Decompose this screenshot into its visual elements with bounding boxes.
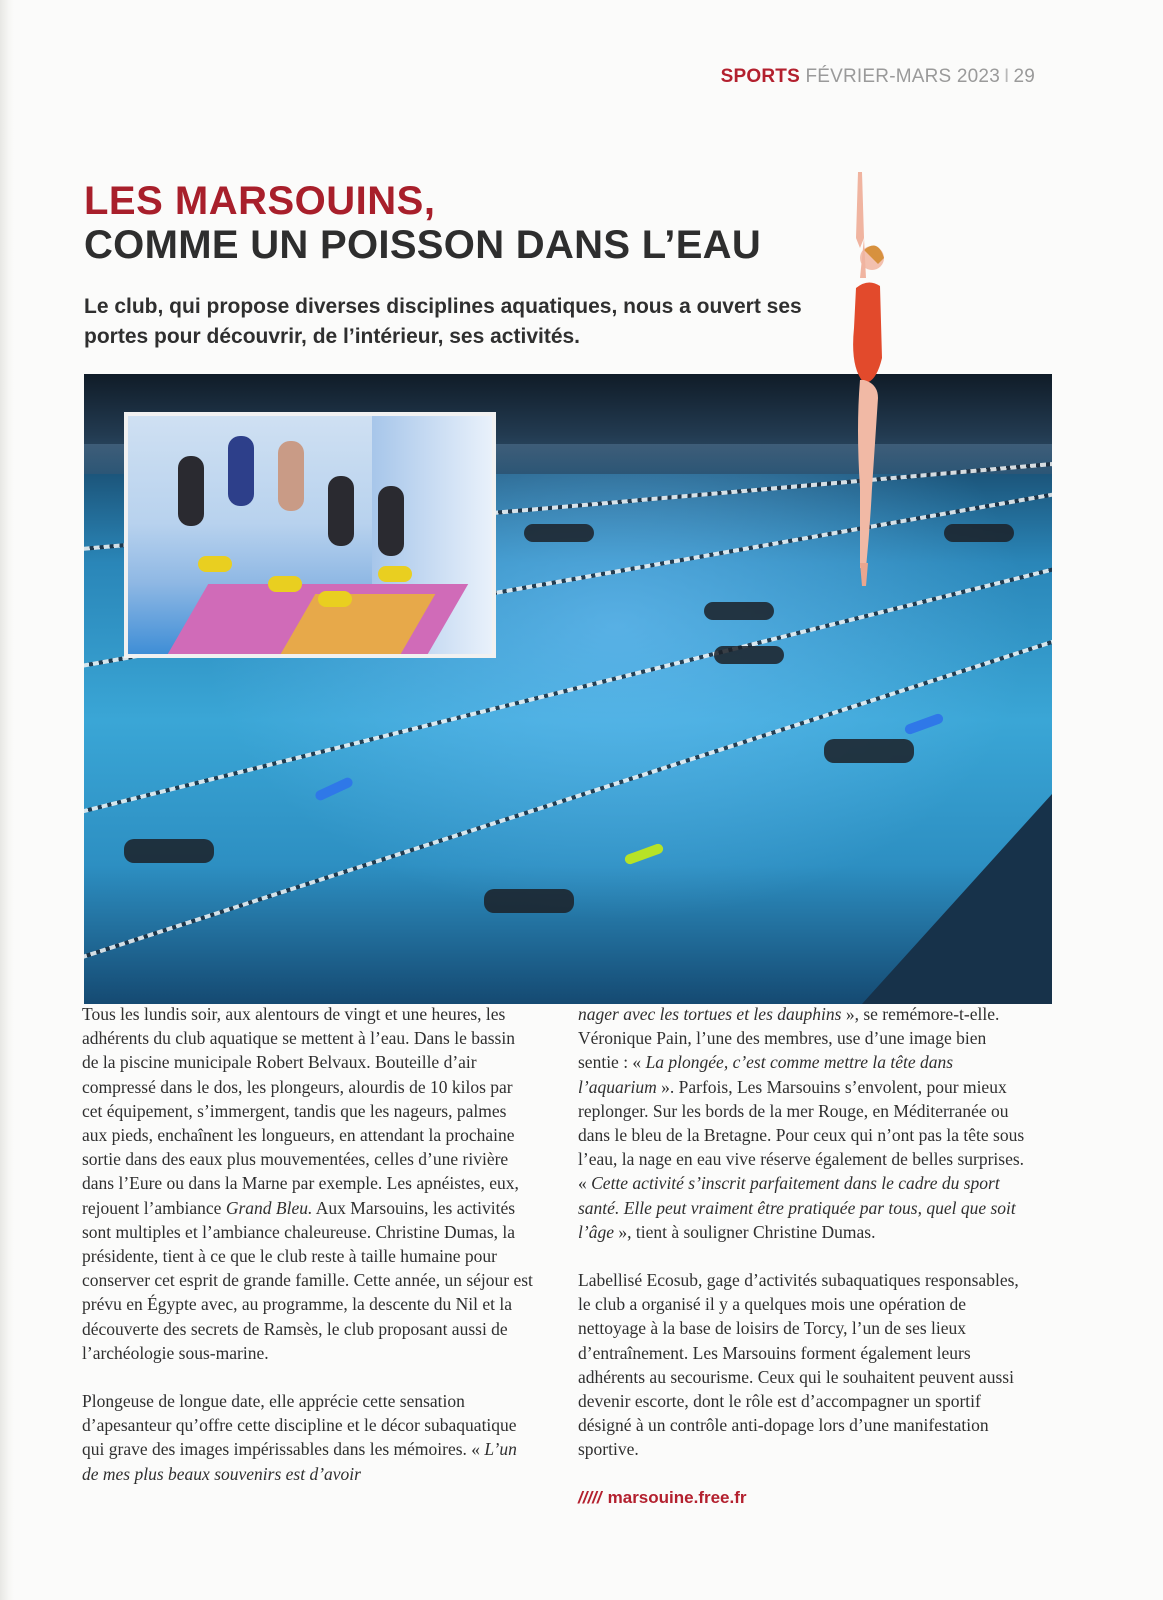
inset-tank bbox=[378, 566, 412, 582]
swimmer bbox=[944, 524, 1014, 542]
paragraph-text: Plongeuse de longue date, elle apprécie cette sensation d’apesanteur qu’offre cette discipline et le décor subaquatique qui grave des images impérissables dans les mémoires. « bbox=[82, 1391, 517, 1460]
paragraph-text: Aux Marsouins, les activités sont multiples et l’ambiance chaleureuse. Christine Dumas, la présidente, tient à ce que le club reste à taille humaine pour conserver cet esprit de grande famille. Cette année, un séjour est prévu en Égypte avec, au programme, la descente du Nil et la découverte des secrets de Ramsès, le club proposant aussi de l’archéologie sous-marine. bbox=[82, 1197, 533, 1363]
inset-diver bbox=[178, 456, 204, 526]
page-number: 29 bbox=[1013, 66, 1035, 87]
italic-text: Grand Bleu. bbox=[225, 1197, 313, 1218]
italic-text: L’un de mes plus beaux souvenirs est d’avoir bbox=[82, 1439, 517, 1484]
paragraph-text: », se remémore-t-elle. Véronique Pain, l’une des membres, use d’une image bien sentie : « bbox=[578, 1004, 1000, 1073]
issue-date: FÉVRIER-MARS 2023 bbox=[805, 66, 1000, 87]
diver-swimmer bbox=[484, 889, 574, 913]
swimmer bbox=[714, 646, 784, 664]
italic-text: Cette activité s’inscrit parfaitement dans le cadre du sport santé. Elle peut vraiment être pratiquée par tous, quel que soit l’âge bbox=[578, 1173, 1016, 1242]
paragraph bbox=[82, 1002, 534, 1365]
title-line-2: COMME UN POISSON DANS L’EAU bbox=[84, 223, 762, 267]
fin bbox=[314, 776, 354, 802]
paragraph-text: Tous les lundis soir, aux alentours de vingt et une heures, les adhérents du club aquatique se mettent à l’eau. Dans le bassin de la piscine municipale Robert Belvaux. Bouteille d’air compressé dans le dos, les plongeurs, alourdis de 10 kilos par cet équipement, s’immergent, tandis que les nageurs, palmes aux pieds, enchaînent les longueurs, en attendant la prochaine sortie dans des eaux plus mouvementées, celles d’une rivière dans l’Eure ou dans la Marne par exemple. Les apnéistes, eux, rejouent l’ambiance bbox=[82, 1004, 519, 1218]
swimmer bbox=[704, 602, 774, 620]
inset-diver bbox=[278, 441, 304, 511]
paragraph-text: », tient à souligner Christine Dumas. bbox=[613, 1221, 876, 1242]
diver-swimmer bbox=[124, 839, 214, 863]
running-head-separator: I bbox=[1003, 66, 1010, 87]
fin bbox=[903, 712, 944, 735]
article-lead: Le club, qui propose diverses disciplines aquatiques, nous a ouvert ses portes pour découvrir, de l’intérieur, ses activités. bbox=[84, 295, 802, 348]
inset-diver bbox=[378, 486, 404, 556]
paragraph-text: ». Parfois, Les Marsouins s’envolent, pour mieux replonger. Sur les bords de la mer Rouge, en Méditerranée ou dans le bleu de la Bretagne. Pour ceux qui n’ont pas la tête sous l’eau, la nage en eau vive réserve également de belles surprises. « bbox=[578, 1076, 1025, 1194]
inset-diver bbox=[328, 476, 354, 546]
article-column-left bbox=[82, 1002, 534, 1510]
running-head bbox=[721, 66, 1035, 88]
swimmer bbox=[524, 524, 594, 542]
inset-tank bbox=[268, 576, 302, 592]
page-edge bbox=[0, 0, 14, 1600]
website-url[interactable]: marsouine.free.fr bbox=[607, 1487, 747, 1507]
diver-swimmer bbox=[824, 739, 914, 763]
article-title bbox=[84, 180, 761, 266]
inset-tank bbox=[318, 591, 352, 607]
inset-diver bbox=[228, 436, 254, 506]
italic-text: La plongée, c’est comme mettre la tête dans l’aquarium bbox=[578, 1052, 954, 1097]
website-slashes: ///// bbox=[578, 1487, 602, 1507]
paragraph: Labellisé Ecosub, gage d’activités subaquatiques responsables, le club a organisé il y a quelques mois une opération de nettoyage à la base de loisirs de Torcy, l’un de ses lieux d’entraînement. Les Marsouins forment également leurs adhérents au secourisme. Ceux qui le souhaitent peuvent aussi devenir escorte, dont le rôle est d’accompagner un sportif désigné à un contrôle anti-dopage lors d’une manifestation sportive. bbox=[578, 1270, 1019, 1460]
article-column-right bbox=[578, 1002, 1030, 1510]
diver-illustration bbox=[820, 168, 900, 588]
inset-photo-divers bbox=[124, 412, 496, 658]
website-link[interactable] bbox=[578, 1486, 1030, 1510]
italic-text: nager avec les tortues et les dauphins bbox=[578, 1004, 842, 1024]
pool-photo bbox=[84, 374, 1052, 1004]
fin bbox=[623, 842, 664, 865]
section-label: SPORTS bbox=[720, 66, 800, 87]
title-line-1: LES MARSOUINS, bbox=[84, 179, 436, 223]
paragraph bbox=[578, 1002, 1030, 1244]
paragraph bbox=[82, 1389, 534, 1486]
inset-tank bbox=[198, 556, 232, 572]
pool-deck bbox=[862, 794, 1052, 1004]
